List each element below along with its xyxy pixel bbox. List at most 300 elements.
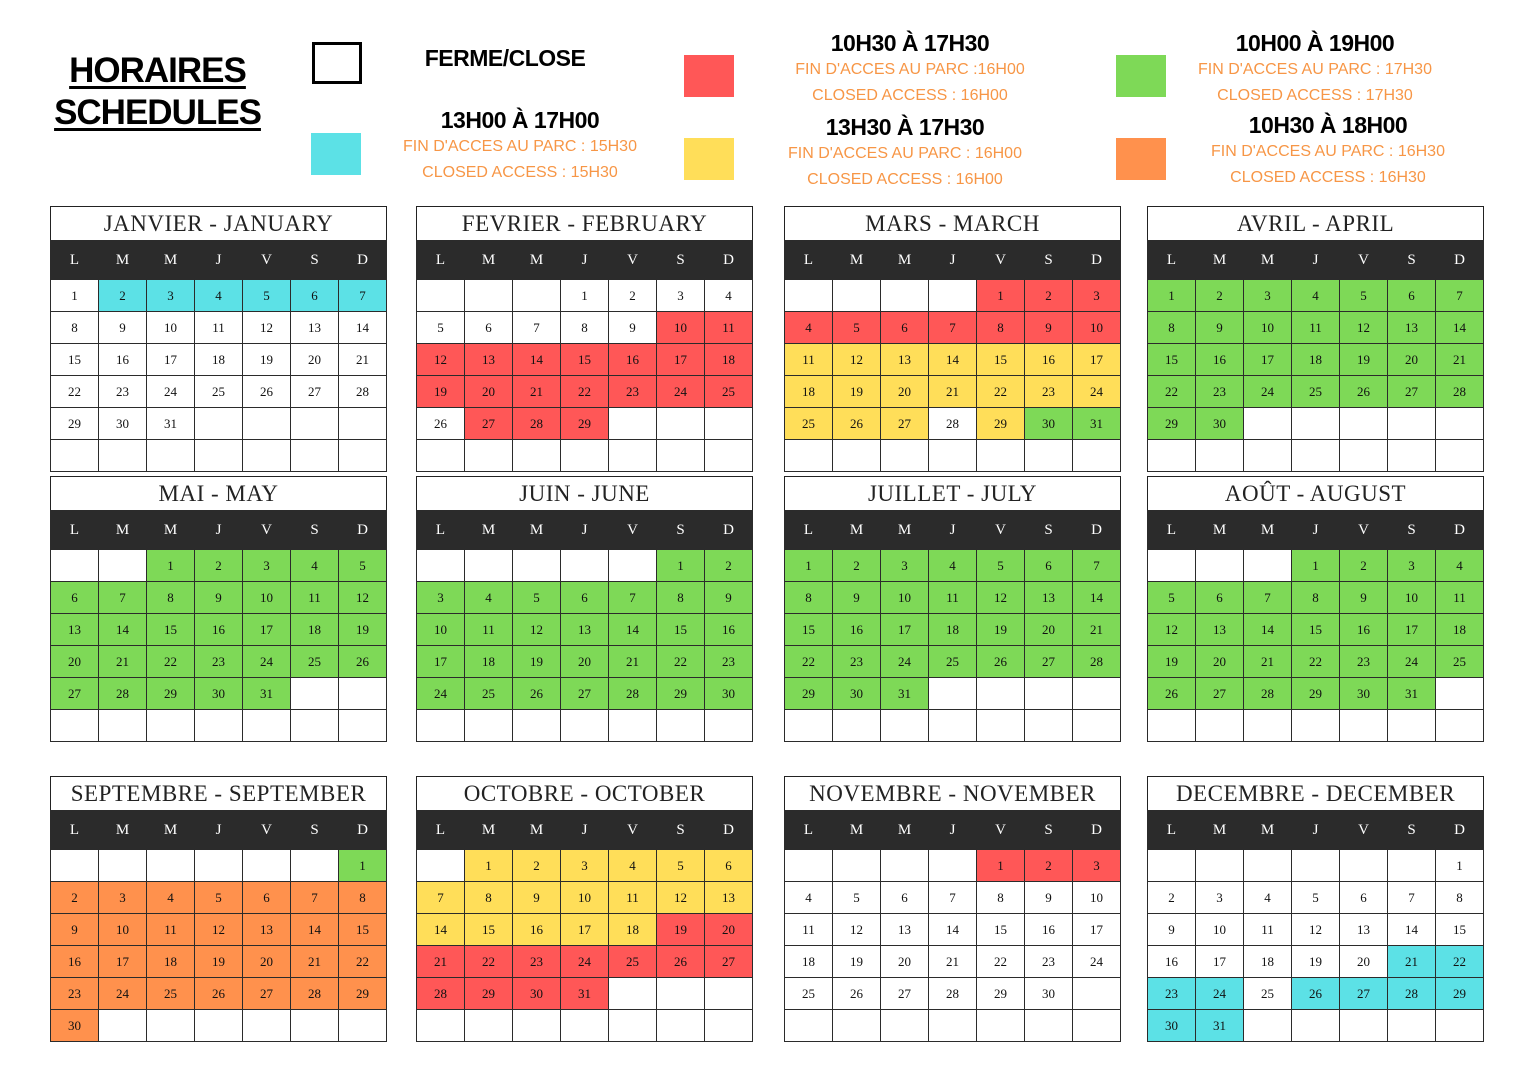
day-cell: 2 xyxy=(1196,280,1244,312)
empty-cell xyxy=(977,678,1025,710)
empty-cell xyxy=(785,850,833,882)
day-cell: 14 xyxy=(609,614,657,646)
day-cell: 2 xyxy=(51,882,99,914)
day-cell: 8 xyxy=(1436,882,1484,914)
day-cell: 19 xyxy=(977,614,1025,646)
weekday-header-row xyxy=(785,241,1121,280)
day-cell: 24 xyxy=(147,376,195,408)
empty-cell xyxy=(465,440,513,472)
weekday-header-row xyxy=(51,241,387,280)
day-cell: 7 xyxy=(1244,582,1292,614)
day-cell: 6 xyxy=(465,312,513,344)
day-cell: 2 xyxy=(833,550,881,582)
day-cell: 6 xyxy=(561,582,609,614)
day-cell: 19 xyxy=(195,946,243,978)
day-cell: 9 xyxy=(609,312,657,344)
weekday-header: V xyxy=(1340,511,1388,550)
day-cell: 30 xyxy=(833,678,881,710)
day-cell: 7 xyxy=(513,312,561,344)
day-cell: 10 xyxy=(1244,312,1292,344)
day-cell: 18 xyxy=(291,614,339,646)
day-cell: 5 xyxy=(833,882,881,914)
empty-cell xyxy=(1073,710,1121,742)
day-cell: 4 xyxy=(147,882,195,914)
month-calendar xyxy=(50,206,387,462)
empty-cell xyxy=(1025,440,1073,472)
day-cell: 22 xyxy=(339,946,387,978)
day-cell: 25 xyxy=(147,978,195,1010)
empty-cell xyxy=(465,710,513,742)
day-cell: 20 xyxy=(291,344,339,376)
day-cell: 6 xyxy=(1196,582,1244,614)
day-cell: 30 xyxy=(1025,978,1073,1010)
empty-cell xyxy=(561,1010,609,1042)
day-cell: 31 xyxy=(1388,678,1436,710)
empty-cell xyxy=(929,678,977,710)
empty-cell xyxy=(833,280,881,312)
week-row xyxy=(1148,1010,1484,1042)
weekday-header: M xyxy=(99,511,147,550)
day-cell: 11 xyxy=(1244,914,1292,946)
day-cell: 16 xyxy=(1340,614,1388,646)
week-row xyxy=(51,978,387,1010)
day-cell: 20 xyxy=(881,376,929,408)
day-cell: 10 xyxy=(561,882,609,914)
empty-cell xyxy=(609,440,657,472)
week-row xyxy=(417,550,753,582)
week-row xyxy=(1148,914,1484,946)
legend-cyan-line2: CLOSED ACCESS : 15H30 xyxy=(422,164,618,181)
weekday-header: D xyxy=(1073,811,1121,850)
legend-swatch-cyan xyxy=(311,133,361,175)
day-cell: 9 xyxy=(833,582,881,614)
empty-cell xyxy=(609,978,657,1010)
week-row xyxy=(1148,550,1484,582)
empty-cell xyxy=(1244,710,1292,742)
empty-cell xyxy=(609,710,657,742)
day-cell: 8 xyxy=(51,312,99,344)
empty-cell xyxy=(1292,440,1340,472)
day-cell: 1 xyxy=(561,280,609,312)
day-cell: 26 xyxy=(833,978,881,1010)
empty-cell xyxy=(339,1010,387,1042)
day-cell: 13 xyxy=(465,344,513,376)
weekday-header-row xyxy=(785,511,1121,550)
weekday-header: V xyxy=(1340,811,1388,850)
day-cell: 18 xyxy=(1436,614,1484,646)
day-cell: 21 xyxy=(417,946,465,978)
day-cell: 11 xyxy=(785,914,833,946)
day-cell: 19 xyxy=(833,946,881,978)
month-title: NOVEMBRE - NOVEMBER xyxy=(784,776,1121,810)
empty-cell xyxy=(513,550,561,582)
weekday-header: L xyxy=(51,241,99,280)
weekday-header: S xyxy=(657,241,705,280)
month-table xyxy=(1147,240,1484,472)
day-cell: 17 xyxy=(881,614,929,646)
empty-cell xyxy=(1340,408,1388,440)
empty-cell xyxy=(705,440,753,472)
day-cell: 10 xyxy=(1073,312,1121,344)
day-cell: 11 xyxy=(785,344,833,376)
empty-cell xyxy=(51,710,99,742)
day-cell: 16 xyxy=(833,614,881,646)
month-title: JUIN - JUNE xyxy=(416,476,753,510)
day-cell: 1 xyxy=(51,280,99,312)
day-cell: 21 xyxy=(99,646,147,678)
day-cell: 20 xyxy=(243,946,291,978)
legend-swatch-closed xyxy=(312,42,362,84)
day-cell: 24 xyxy=(1073,376,1121,408)
day-cell: 27 xyxy=(881,408,929,440)
day-cell: 13 xyxy=(561,614,609,646)
empty-cell xyxy=(881,710,929,742)
legend-closed xyxy=(405,44,605,72)
day-cell: 5 xyxy=(1292,882,1340,914)
day-cell: 5 xyxy=(339,550,387,582)
empty-cell xyxy=(51,550,99,582)
day-cell: 28 xyxy=(1073,646,1121,678)
day-cell: 5 xyxy=(833,312,881,344)
day-cell: 23 xyxy=(513,946,561,978)
day-cell: 3 xyxy=(1073,280,1121,312)
day-cell: 27 xyxy=(881,978,929,1010)
day-cell: 25 xyxy=(1292,376,1340,408)
day-cell: 30 xyxy=(195,678,243,710)
weekday-header: V xyxy=(977,241,1025,280)
day-cell: 15 xyxy=(561,344,609,376)
weekday-header: L xyxy=(785,811,833,850)
weekday-header: S xyxy=(291,241,339,280)
day-cell: 1 xyxy=(1436,850,1484,882)
week-row xyxy=(51,408,387,440)
month-calendar xyxy=(1147,776,1484,1032)
month-title: FEVRIER - FEBRUARY xyxy=(416,206,753,240)
day-cell: 28 xyxy=(1388,978,1436,1010)
legend-green xyxy=(1165,29,1465,109)
empty-cell xyxy=(339,678,387,710)
day-cell: 2 xyxy=(1025,280,1073,312)
day-cell: 2 xyxy=(1148,882,1196,914)
weekday-header: L xyxy=(785,241,833,280)
legend-swatch-orange xyxy=(1116,138,1166,180)
day-cell: 1 xyxy=(1148,280,1196,312)
day-cell: 10 xyxy=(99,914,147,946)
empty-cell xyxy=(609,550,657,582)
week-row xyxy=(417,376,753,408)
day-cell: 3 xyxy=(243,550,291,582)
weekday-header: M xyxy=(833,811,881,850)
day-cell: 4 xyxy=(785,882,833,914)
day-cell: 8 xyxy=(657,582,705,614)
empty-cell xyxy=(465,280,513,312)
day-cell: 10 xyxy=(147,312,195,344)
day-cell: 14 xyxy=(1388,914,1436,946)
legend-swatch-yellow xyxy=(684,138,734,180)
weekday-header-row xyxy=(785,811,1121,850)
empty-cell xyxy=(291,710,339,742)
day-cell: 29 xyxy=(977,978,1025,1010)
week-row xyxy=(417,344,753,376)
day-cell: 2 xyxy=(1340,550,1388,582)
empty-cell xyxy=(705,408,753,440)
empty-cell xyxy=(929,440,977,472)
weekday-header: S xyxy=(1025,241,1073,280)
legend-green-time: 10H00 À 19H00 xyxy=(1235,30,1395,56)
day-cell: 16 xyxy=(99,344,147,376)
day-cell: 15 xyxy=(147,614,195,646)
day-cell: 27 xyxy=(243,978,291,1010)
weekday-header: D xyxy=(1436,511,1484,550)
weekday-header: S xyxy=(1025,511,1073,550)
day-cell: 15 xyxy=(1436,914,1484,946)
day-cell: 1 xyxy=(1292,550,1340,582)
weekday-header-row xyxy=(417,511,753,550)
day-cell: 18 xyxy=(609,914,657,946)
week-row xyxy=(417,914,753,946)
weekday-header: L xyxy=(1148,511,1196,550)
week-row xyxy=(51,614,387,646)
legend-orange-line1: FIN D'ACCES AU PARC : 16H30 xyxy=(1211,143,1445,160)
day-cell: 7 xyxy=(1073,550,1121,582)
day-cell: 31 xyxy=(561,978,609,1010)
day-cell: 11 xyxy=(465,614,513,646)
weekday-header: V xyxy=(977,811,1025,850)
empty-cell xyxy=(1073,1010,1121,1042)
week-row xyxy=(785,550,1121,582)
day-cell: 2 xyxy=(513,850,561,882)
day-cell: 29 xyxy=(1436,978,1484,1010)
legend-swatch-red xyxy=(684,55,734,97)
day-cell: 31 xyxy=(243,678,291,710)
day-cell: 3 xyxy=(561,850,609,882)
day-cell: 17 xyxy=(1073,914,1121,946)
day-cell: 22 xyxy=(785,646,833,678)
day-cell: 24 xyxy=(1244,376,1292,408)
weekday-header: S xyxy=(657,811,705,850)
week-row xyxy=(1148,882,1484,914)
day-cell: 16 xyxy=(1025,344,1073,376)
week-row xyxy=(1148,344,1484,376)
week-row xyxy=(1148,946,1484,978)
week-row xyxy=(785,408,1121,440)
day-cell: 28 xyxy=(513,408,561,440)
weekday-header: M xyxy=(99,811,147,850)
week-row xyxy=(51,312,387,344)
day-cell: 28 xyxy=(291,978,339,1010)
legend-cyan xyxy=(370,106,670,186)
day-cell: 8 xyxy=(785,582,833,614)
day-cell: 3 xyxy=(1388,550,1436,582)
month-calendar xyxy=(1147,476,1484,732)
day-cell: 3 xyxy=(417,582,465,614)
day-cell: 6 xyxy=(1388,280,1436,312)
week-row xyxy=(1148,582,1484,614)
day-cell: 8 xyxy=(1292,582,1340,614)
day-cell: 4 xyxy=(785,312,833,344)
legend-cyan-time: 13H00 À 17H00 xyxy=(440,107,600,133)
day-cell: 3 xyxy=(147,280,195,312)
day-cell: 27 xyxy=(1025,646,1073,678)
day-cell: 15 xyxy=(1148,344,1196,376)
day-cell: 4 xyxy=(609,850,657,882)
empty-cell xyxy=(417,550,465,582)
day-cell: 4 xyxy=(465,582,513,614)
month-title: DECEMBRE - DECEMBER xyxy=(1147,776,1484,810)
month-calendar xyxy=(416,476,753,732)
week-row xyxy=(785,280,1121,312)
day-cell: 29 xyxy=(147,678,195,710)
day-cell: 21 xyxy=(929,376,977,408)
month-table xyxy=(416,810,753,1042)
weekday-header: J xyxy=(195,511,243,550)
empty-cell xyxy=(1436,408,1484,440)
day-cell: 20 xyxy=(561,646,609,678)
weekday-header: S xyxy=(291,811,339,850)
weekday-header: J xyxy=(929,811,977,850)
day-cell: 17 xyxy=(147,344,195,376)
day-cell: 15 xyxy=(465,914,513,946)
day-cell: 29 xyxy=(785,678,833,710)
day-cell: 20 xyxy=(1196,646,1244,678)
day-cell: 13 xyxy=(881,344,929,376)
day-cell: 7 xyxy=(339,280,387,312)
week-row xyxy=(51,550,387,582)
empty-cell xyxy=(657,1010,705,1042)
day-cell: 22 xyxy=(977,376,1025,408)
week-row xyxy=(785,344,1121,376)
empty-cell xyxy=(785,710,833,742)
day-cell: 15 xyxy=(785,614,833,646)
week-row xyxy=(417,582,753,614)
empty-cell xyxy=(1388,440,1436,472)
day-cell: 8 xyxy=(465,882,513,914)
day-cell: 31 xyxy=(881,678,929,710)
day-cell: 9 xyxy=(1025,882,1073,914)
weekday-header: M xyxy=(147,811,195,850)
weekday-header: M xyxy=(1244,241,1292,280)
day-cell: 25 xyxy=(465,678,513,710)
empty-cell xyxy=(195,850,243,882)
day-cell: 1 xyxy=(339,850,387,882)
empty-cell xyxy=(1340,850,1388,882)
day-cell: 14 xyxy=(339,312,387,344)
weekday-header: M xyxy=(465,241,513,280)
month-table xyxy=(50,240,387,472)
week-row xyxy=(51,946,387,978)
month-title: OCTOBRE - OCTOBER xyxy=(416,776,753,810)
weekday-header: S xyxy=(1388,511,1436,550)
legend-yellow-time: 13H30 À 17H30 xyxy=(825,114,985,140)
legend-orange xyxy=(1178,111,1478,191)
empty-cell xyxy=(1292,408,1340,440)
legend-cyan-line1: FIN D'ACCES AU PARC : 15H30 xyxy=(403,138,637,155)
empty-cell xyxy=(1148,440,1196,472)
day-cell: 19 xyxy=(339,614,387,646)
empty-cell xyxy=(1340,440,1388,472)
empty-cell xyxy=(1340,710,1388,742)
weekday-header: L xyxy=(417,511,465,550)
weekday-header: M xyxy=(465,811,513,850)
week-row xyxy=(417,1010,753,1042)
weekday-header: D xyxy=(339,511,387,550)
weekday-header: M xyxy=(1244,811,1292,850)
day-cell: 2 xyxy=(195,550,243,582)
day-cell: 5 xyxy=(243,280,291,312)
day-cell: 16 xyxy=(195,614,243,646)
day-cell: 9 xyxy=(99,312,147,344)
week-row xyxy=(785,946,1121,978)
empty-cell xyxy=(147,1010,195,1042)
empty-cell xyxy=(1388,1010,1436,1042)
empty-cell xyxy=(513,1010,561,1042)
weekday-header: D xyxy=(1073,241,1121,280)
week-row xyxy=(785,850,1121,882)
day-cell: 12 xyxy=(1340,312,1388,344)
day-cell: 31 xyxy=(1196,1010,1244,1042)
day-cell: 10 xyxy=(417,614,465,646)
day-cell: 5 xyxy=(1148,582,1196,614)
day-cell: 25 xyxy=(785,978,833,1010)
day-cell: 22 xyxy=(1436,946,1484,978)
day-cell: 20 xyxy=(705,914,753,946)
empty-cell xyxy=(1148,550,1196,582)
day-cell: 17 xyxy=(99,946,147,978)
empty-cell xyxy=(1340,1010,1388,1042)
weekday-header: L xyxy=(1148,241,1196,280)
empty-cell xyxy=(1436,710,1484,742)
week-row xyxy=(1148,376,1484,408)
day-cell: 25 xyxy=(785,408,833,440)
day-cell: 12 xyxy=(657,882,705,914)
day-cell: 13 xyxy=(1196,614,1244,646)
day-cell: 26 xyxy=(243,376,291,408)
day-cell: 26 xyxy=(1148,678,1196,710)
empty-cell xyxy=(291,408,339,440)
day-cell: 1 xyxy=(657,550,705,582)
empty-cell xyxy=(243,850,291,882)
day-cell: 30 xyxy=(51,1010,99,1042)
weekday-header: M xyxy=(881,811,929,850)
day-cell: 6 xyxy=(291,280,339,312)
week-row xyxy=(51,914,387,946)
empty-cell xyxy=(1073,978,1121,1010)
weekday-header: D xyxy=(339,241,387,280)
month-calendar xyxy=(784,476,1121,732)
weekday-header: L xyxy=(51,511,99,550)
legend-yellow xyxy=(755,113,1055,193)
empty-cell xyxy=(1196,850,1244,882)
day-cell: 2 xyxy=(705,550,753,582)
day-cell: 27 xyxy=(705,946,753,978)
empty-cell xyxy=(1388,710,1436,742)
day-cell: 28 xyxy=(1436,376,1484,408)
day-cell: 11 xyxy=(291,582,339,614)
weekday-header: J xyxy=(929,511,977,550)
day-cell: 9 xyxy=(1148,914,1196,946)
day-cell: 7 xyxy=(1436,280,1484,312)
day-cell: 20 xyxy=(1025,614,1073,646)
day-cell: 17 xyxy=(417,646,465,678)
weekday-header: J xyxy=(195,241,243,280)
legend-red-line1: FIN D'ACCES AU PARC :16H00 xyxy=(795,61,1025,78)
day-cell: 24 xyxy=(1388,646,1436,678)
weekday-header-row xyxy=(1148,241,1484,280)
week-row xyxy=(1148,850,1484,882)
empty-cell xyxy=(785,1010,833,1042)
day-cell: 24 xyxy=(561,946,609,978)
empty-cell xyxy=(417,850,465,882)
